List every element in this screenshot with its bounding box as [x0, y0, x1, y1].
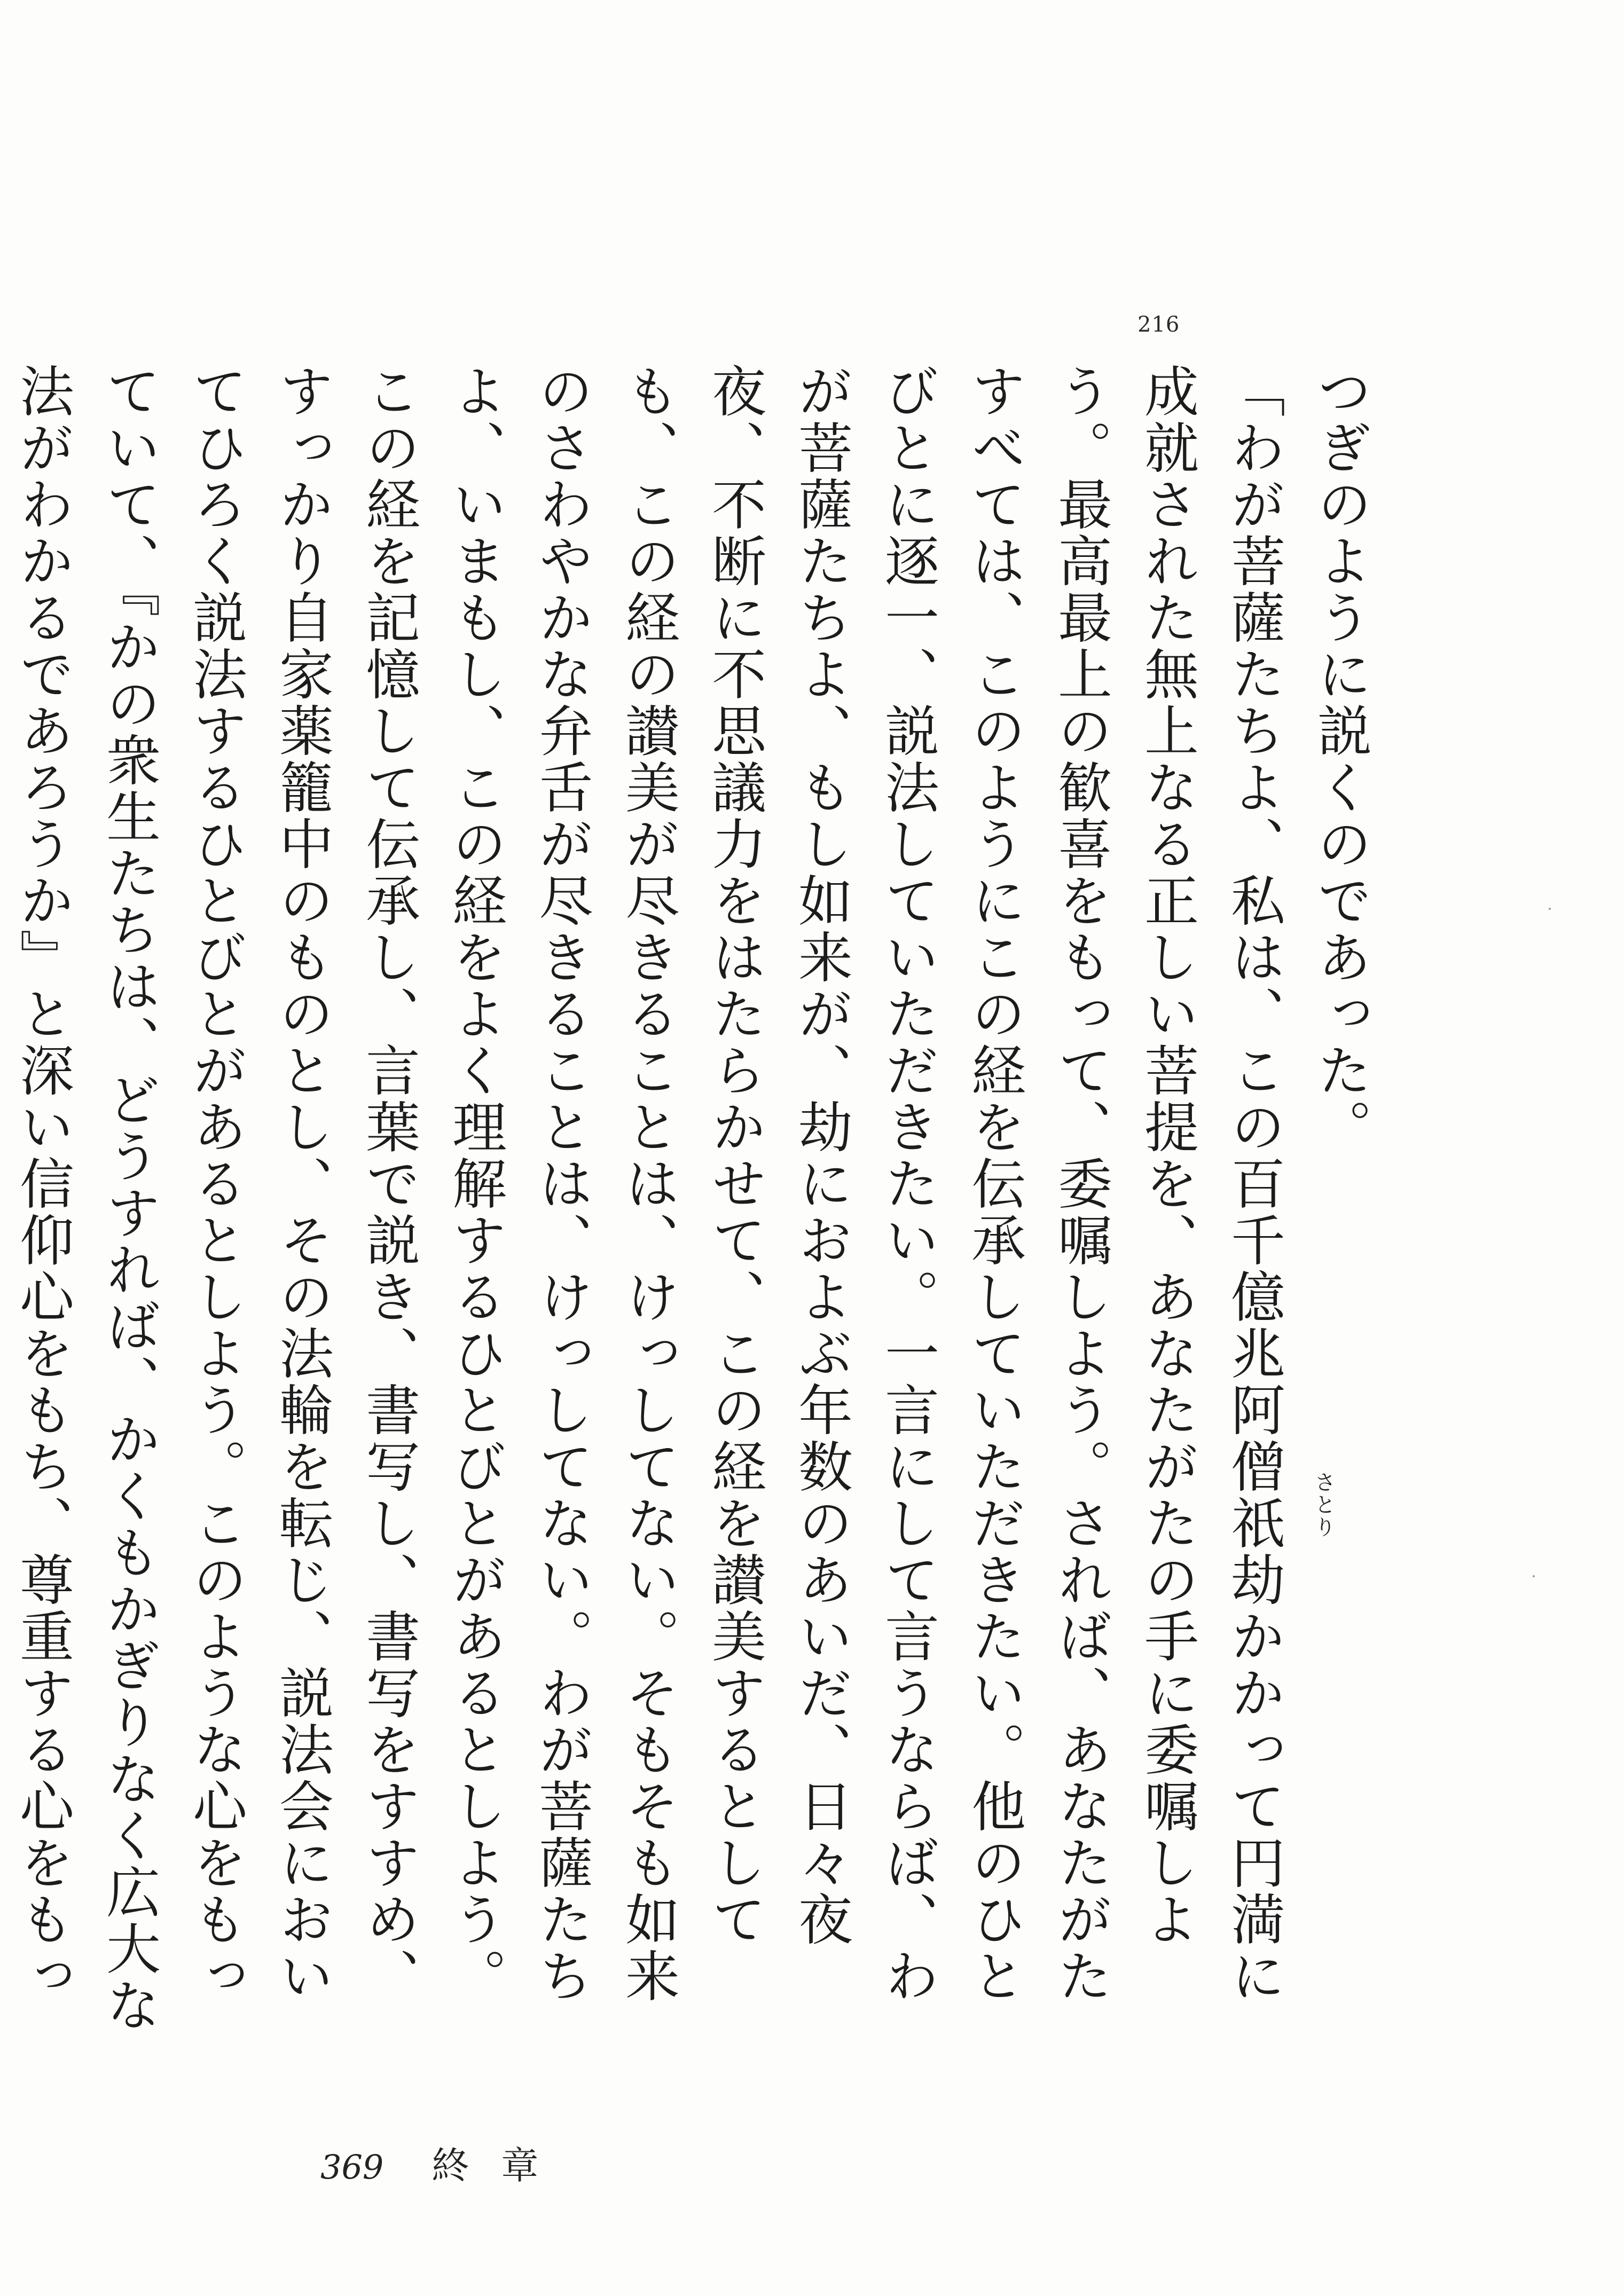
quoted-passage: 「わが菩薩たちよ、私は、この百千億兆阿僧祇劫かかって円満に成就された無上なる正しい菩提を、あなたがたの手に委嘱しよう。最高最上の歓喜をもって、委嘱しよう。されば、あなたがたすべては、このようにこの経を伝承していただきたい。他のひとびとに逐一、説法していただきたい。一言にして言うならば、わが菩薩たちよ、もし如来が、劫におよぶ年数のあいだ、日々夜夜、不断に不思議力をはたらかせて、この経を讃美するとしても、この経の讃美が尽きることは、けっしてない。そもそも如来のさわやかな弁舌が尽きることは、けっしてない。わが菩薩たちよ、いまもし、この経をよく理解するひとびとがあるとしよう。この経を記憶して伝承し、言葉で説き、書写し、書写をすすめ、すっかり自家薬籠中のものとし、その法輪を転じ、説法会においてひろく説法するひとびとがあるとしよう。このような心をもっていて、『かの衆生たちは、どうすれば、かくもかぎりなく広大な法がわかるであろうか』と深い信仰心をもち、尊重する心をもっ: [11, 363, 1285, 2034]
opening-line: つぎのように説くのであった。: [1308, 363, 1372, 1155]
body-text: [11, 363, 1383, 2050]
page-footer: [320, 2136, 570, 2190]
footer-page-number: 369: [320, 2148, 384, 2187]
furigana-reading: さとり: [1311, 1471, 1336, 1538]
margin-page-number: 216: [1137, 312, 1180, 337]
scan-speck: [1549, 908, 1551, 910]
scan-speck: [1533, 1575, 1535, 1577]
chapter-title: 終章: [432, 2144, 571, 2188]
